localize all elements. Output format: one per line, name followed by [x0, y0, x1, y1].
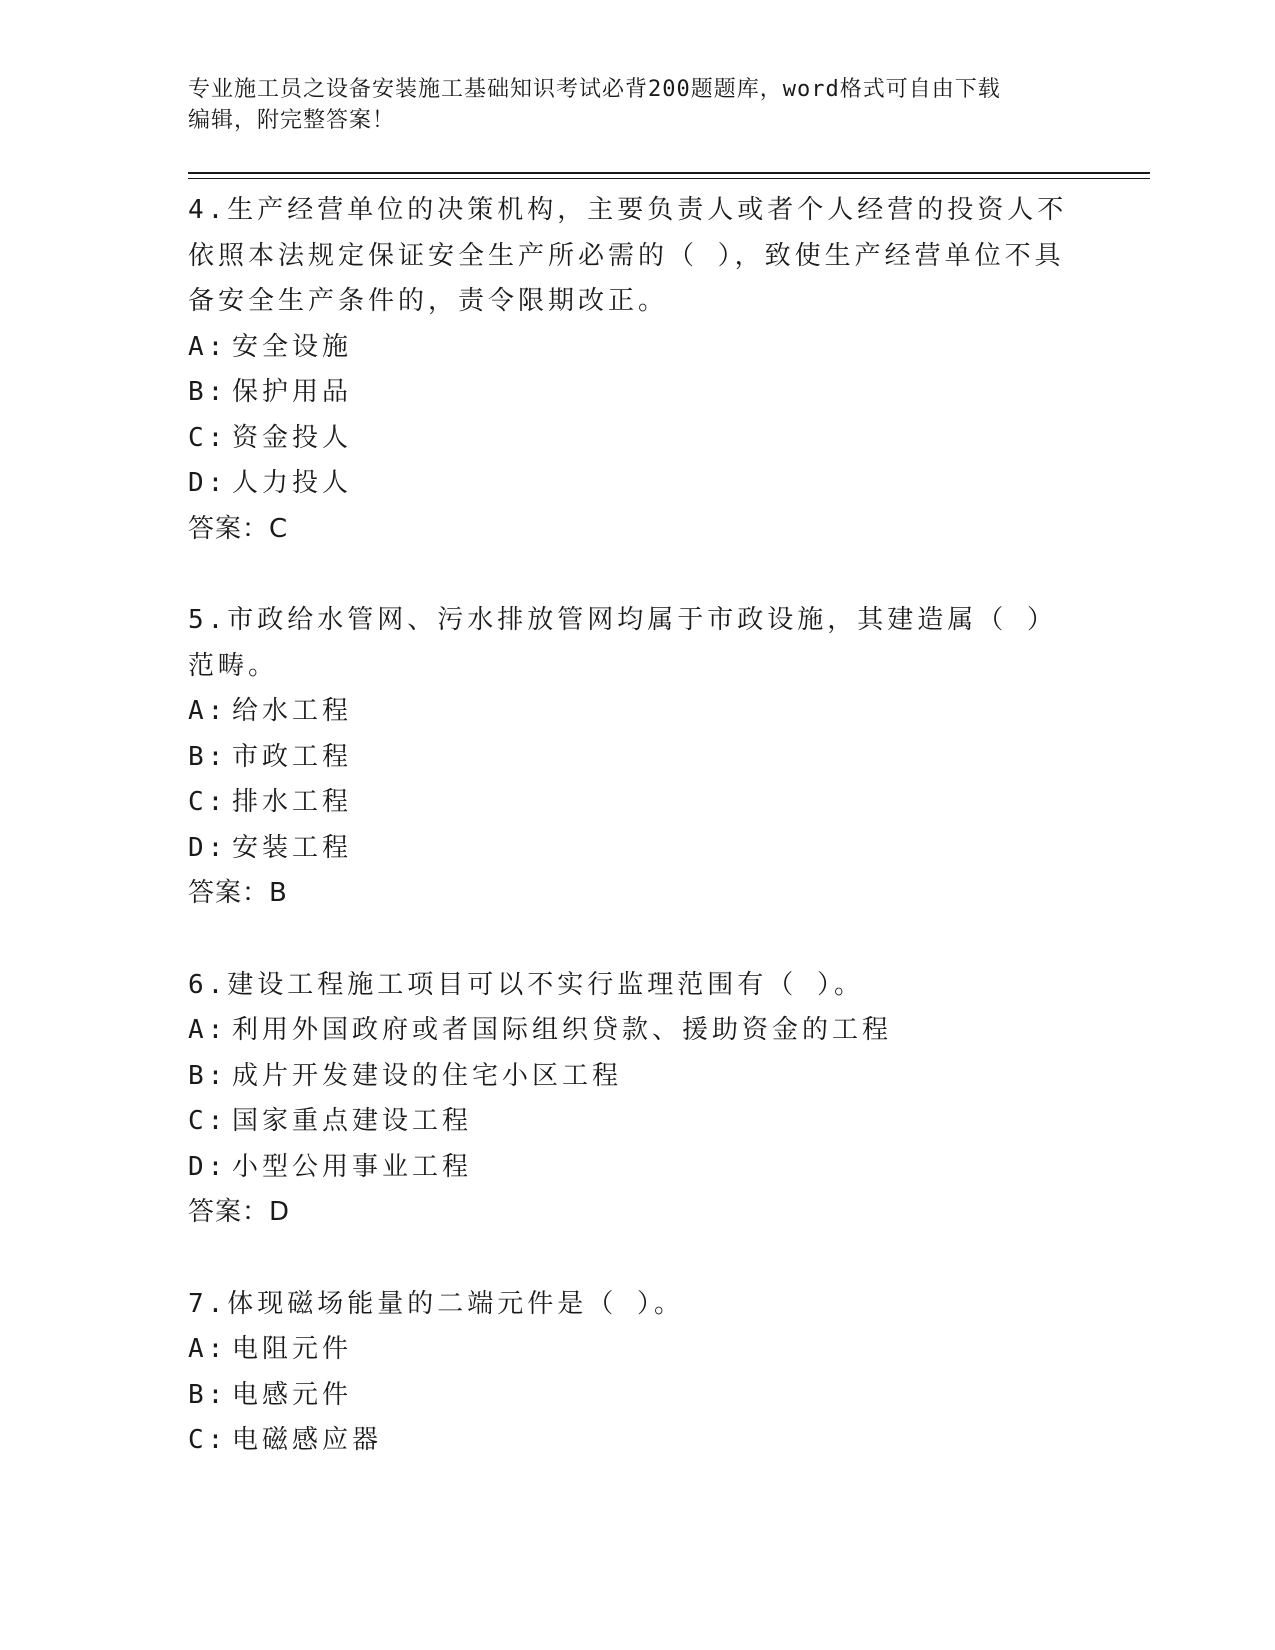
option-text: 资金投人: [232, 422, 353, 453]
question-list: [188, 188, 1078, 1510]
option-letter: D:: [188, 832, 228, 863]
question-stem: 7.体现磁场能量的二端元件是（ ）。: [188, 1288, 684, 1319]
option-text: 电阻元件: [232, 1334, 353, 1364]
option-b: [188, 1373, 1078, 1419]
option-text: 利用外国政府或者国际组织贷款、援助资金的工程: [232, 1015, 893, 1045]
option-text: 小型公用事业工程: [232, 1151, 473, 1182]
option-text: 安全设施: [232, 331, 353, 362]
option-text: 国家重点建设工程: [232, 1106, 473, 1136]
option-a: [188, 689, 1078, 735]
header-title-line-2: 编辑，附完整答案！: [188, 108, 396, 133]
option-text: 安装工程: [232, 832, 353, 863]
answer-label: 答案：: [188, 878, 270, 908]
option-text: 电感元件: [232, 1379, 353, 1410]
option-d: [188, 461, 1078, 507]
option-letter: B:: [188, 1379, 228, 1410]
option-d: [188, 826, 1078, 872]
answer-line: [188, 507, 1078, 553]
option-a: [188, 325, 1078, 371]
option-b: [188, 370, 1078, 416]
question-item: [188, 963, 1078, 1236]
option-letter: C:: [188, 1106, 228, 1136]
option-letter: C:: [188, 422, 228, 453]
question-item: [188, 598, 1078, 917]
answer-label: 答案：: [188, 513, 270, 544]
question-item: [188, 188, 1078, 552]
answer-line: [188, 871, 1078, 917]
question-item: [188, 1282, 1078, 1464]
option-text: 排水工程: [232, 787, 353, 817]
option-b: [188, 735, 1078, 781]
option-letter: D:: [188, 1151, 228, 1182]
option-text: 成片开发建设的住宅小区工程: [232, 1060, 623, 1091]
option-letter: A:: [188, 696, 228, 726]
option-letter: C:: [188, 1425, 228, 1455]
option-a: [188, 1008, 1078, 1054]
option-letter: D:: [188, 468, 228, 498]
option-c: [188, 1418, 1078, 1464]
option-c: [188, 416, 1078, 462]
option-c: [188, 1099, 1078, 1145]
option-b: [188, 1054, 1078, 1100]
question-stem: 5.市政给水管网、污水排放管网均属于市政设施，其建造属（ ）范畴。: [188, 605, 1057, 681]
option-letter: B:: [188, 1060, 228, 1091]
question-stem: 4.生产经营单位的决策机构，主要负责人或者个人经营的投资人不依照本法规定保证安全生产所必需的（ ），致使生产经营单位不具备安全生产条件的，责令限期改正。: [188, 195, 1068, 316]
option-letter: A:: [188, 1015, 228, 1045]
answer-value: C: [269, 513, 289, 544]
option-d: [188, 1145, 1078, 1191]
option-text: 市政工程: [232, 741, 353, 772]
answer-value: D: [269, 1197, 291, 1227]
header-divider-thick: [188, 172, 1150, 174]
question-stem: 6.建设工程施工项目可以不实行监理范围有（ ）。: [188, 969, 864, 1000]
option-a: [188, 1327, 1078, 1373]
option-letter: B:: [188, 741, 228, 772]
option-letter: C:: [188, 787, 228, 817]
option-letter: B:: [188, 377, 228, 407]
option-text: 给水工程: [232, 696, 353, 726]
document-header: [188, 74, 1068, 136]
option-letter: A:: [188, 331, 228, 362]
option-text: 人力投人: [232, 468, 353, 498]
answer-line: [188, 1190, 1078, 1236]
option-text: 保护用品: [232, 377, 353, 407]
answer-value: B: [269, 878, 288, 908]
header-title-line-1: 专业施工员之设备安装施工基础知识考试必背200题题库，word格式可自由下载: [188, 77, 1001, 102]
answer-label: 答案：: [188, 1197, 270, 1227]
option-text: 电磁感应器: [232, 1425, 383, 1455]
option-c: [188, 780, 1078, 826]
option-letter: A:: [188, 1334, 228, 1364]
header-divider-thin: [188, 178, 1150, 179]
